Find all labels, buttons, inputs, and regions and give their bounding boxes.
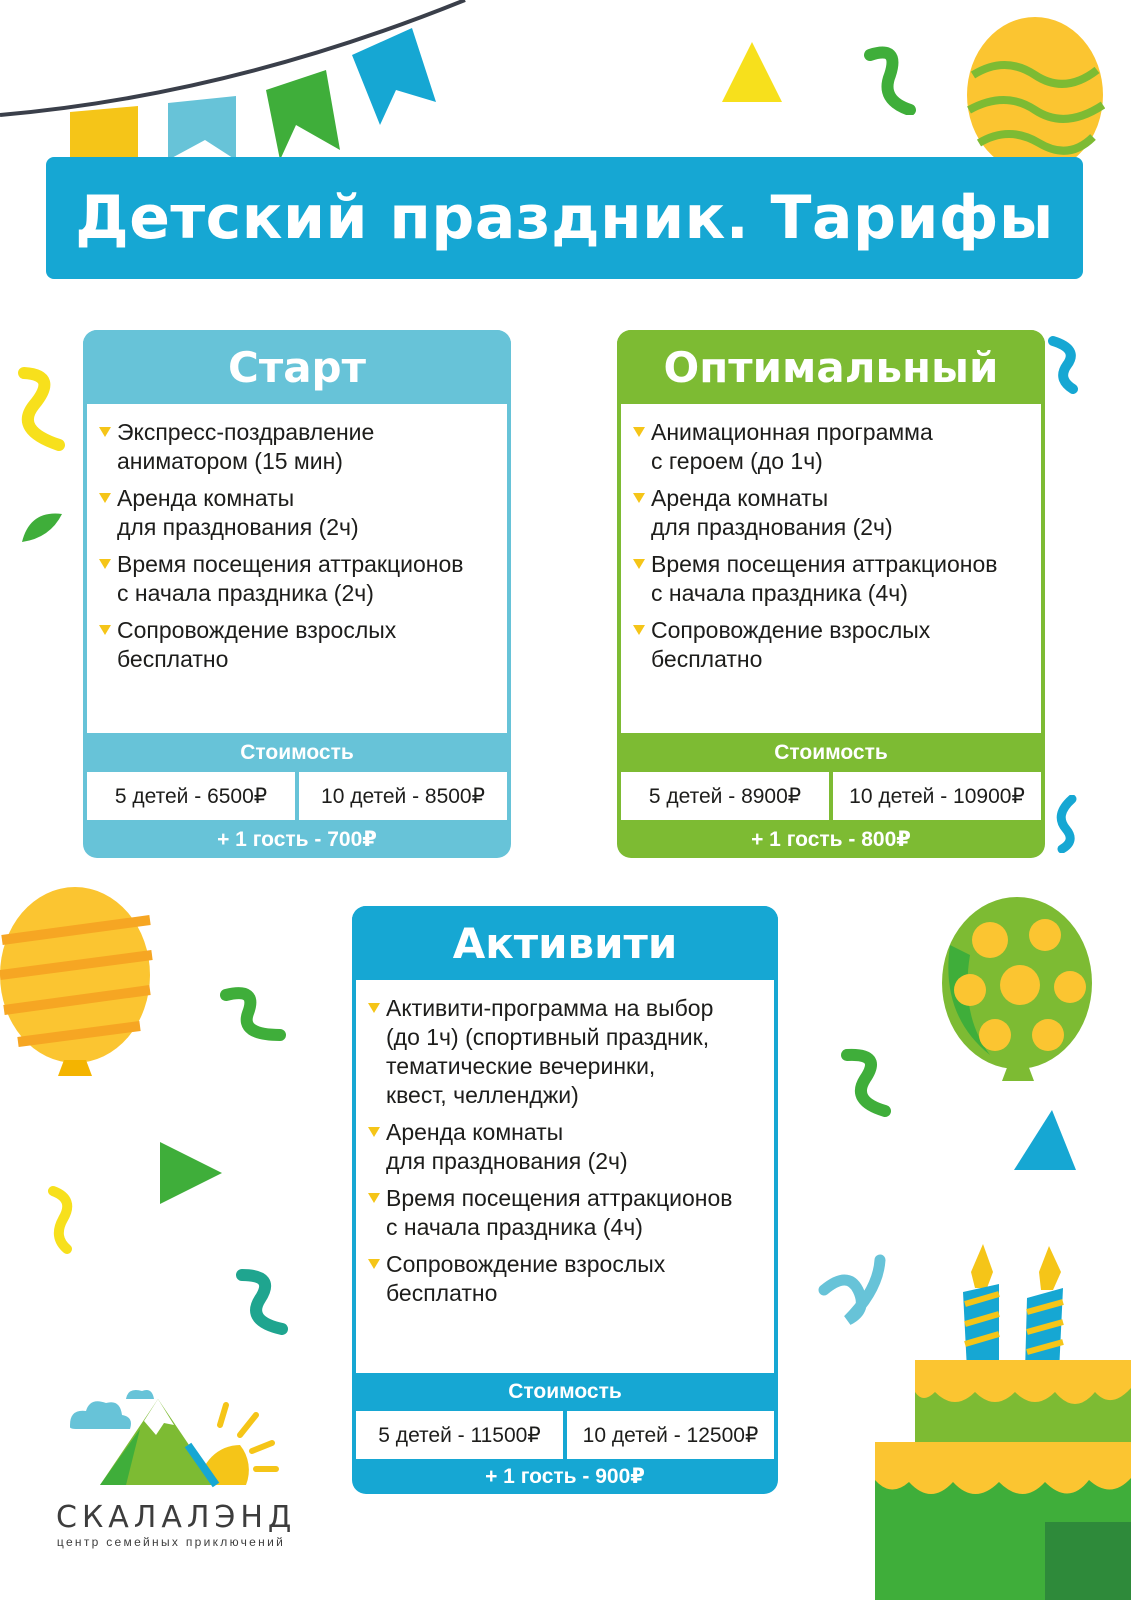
- guest-price: + 1 гость - 800₽: [751, 827, 911, 851]
- bullet-triangle-icon: [633, 493, 645, 503]
- price-5-kids: 5 детей - 6500₽: [87, 772, 295, 820]
- bullet-triangle-icon: [99, 427, 111, 437]
- streamer-yellow-left-2: [45, 1185, 79, 1255]
- price-row: [621, 772, 1041, 820]
- list-item: Время посещения аттракционов с начала праздника (4ч): [356, 1184, 764, 1242]
- cost-label: Стоимость: [508, 1380, 622, 1403]
- list-item: Аренда комнаты для празднования (2ч): [621, 484, 1029, 542]
- tariff-name: Активити: [352, 906, 778, 980]
- leaf-green-left: [20, 508, 64, 544]
- price-5-kids: 5 детей - 11500₽: [356, 1411, 563, 1459]
- tariff-card-activity: [352, 906, 778, 1494]
- streamer-teal-left: [232, 1265, 292, 1335]
- streamer-blue-right: [1045, 335, 1085, 395]
- tariff-name: Оптимальный: [617, 330, 1045, 404]
- guest-price: + 1 гость - 900₽: [485, 1464, 645, 1488]
- bullet-triangle-icon: [368, 1127, 380, 1137]
- feature-list: [87, 418, 495, 674]
- price-10-kids: 10 детей - 10900₽: [833, 772, 1041, 820]
- streamer-green-left: [218, 985, 288, 1045]
- list-item: Время посещения аттракционов с начала праздника (2ч): [87, 550, 495, 608]
- price-5-kids: 5 детей - 8900₽: [621, 772, 829, 820]
- bullet-triangle-icon: [99, 559, 111, 569]
- list-item: Аренда комнаты для празднования (2ч): [356, 1118, 764, 1176]
- bullet-triangle-icon: [99, 625, 111, 635]
- bullet-triangle-icon: [633, 625, 645, 635]
- bunting-flags: [0, 0, 470, 160]
- bullet-triangle-icon: [633, 559, 645, 569]
- tariff-name: Старт: [83, 330, 511, 404]
- streamer-green-right: [835, 1045, 895, 1120]
- price-row: [87, 772, 507, 820]
- cost-label: Стоимость: [240, 741, 354, 764]
- list-item: Время посещения аттракционов с начала праздника (4ч): [621, 550, 1029, 608]
- balloon-green-right: [940, 895, 1095, 1095]
- streamer-yellow-left: [14, 365, 74, 455]
- list-item: Сопровождение взрослых бесплатно: [356, 1250, 764, 1308]
- list-item: Активити-программа на выбор (до 1ч) (спортивный праздник, тематические вечеринки, квест, челленджи): [356, 994, 764, 1110]
- tariff-card-start: [83, 330, 511, 858]
- birthday-cake: [875, 1232, 1131, 1600]
- balloon-yellow-left: [0, 880, 160, 1095]
- logo-mountain-icon: [70, 1385, 280, 1497]
- list-item: Экспресс-поздравление аниматором (15 мин): [87, 418, 495, 476]
- bullet-triangle-icon: [368, 1259, 380, 1269]
- triangle-blue-right: [1012, 1108, 1078, 1172]
- page-title: Детский праздник. Тарифы: [75, 183, 1054, 253]
- list-item: Сопровождение взрослых бесплатно: [87, 616, 495, 674]
- bullet-triangle-icon: [368, 1193, 380, 1203]
- tariff-card-optimal: [617, 330, 1045, 858]
- logo-name: СКАЛАЛЭНД: [56, 1500, 297, 1535]
- streamer-blue-right-2: [1052, 795, 1082, 853]
- triangle-green-left: [158, 1140, 224, 1206]
- cost-label: Стоимость: [774, 741, 888, 764]
- price-10-kids: 10 детей - 8500₽: [299, 772, 507, 820]
- bullet-triangle-icon: [633, 427, 645, 437]
- list-item: Сопровождение взрослых бесплатно: [621, 616, 1029, 674]
- price-row: [356, 1411, 774, 1459]
- guest-price: + 1 гость - 700₽: [217, 827, 377, 851]
- list-item: Аренда комнаты для празднования (2ч): [87, 484, 495, 542]
- feature-list: [356, 994, 764, 1308]
- title-banner: [46, 157, 1083, 279]
- logo-tagline: центр семейных приключений: [56, 1535, 286, 1549]
- list-item: Анимационная программа с героем (до 1ч): [621, 418, 1029, 476]
- bullet-triangle-icon: [368, 1003, 380, 1013]
- feature-list: [621, 418, 1029, 674]
- triangle-yellow-top: [720, 40, 784, 104]
- streamer-green-top: [860, 45, 920, 115]
- bullet-triangle-icon: [99, 493, 111, 503]
- price-10-kids: 10 детей - 12500₽: [567, 1411, 774, 1459]
